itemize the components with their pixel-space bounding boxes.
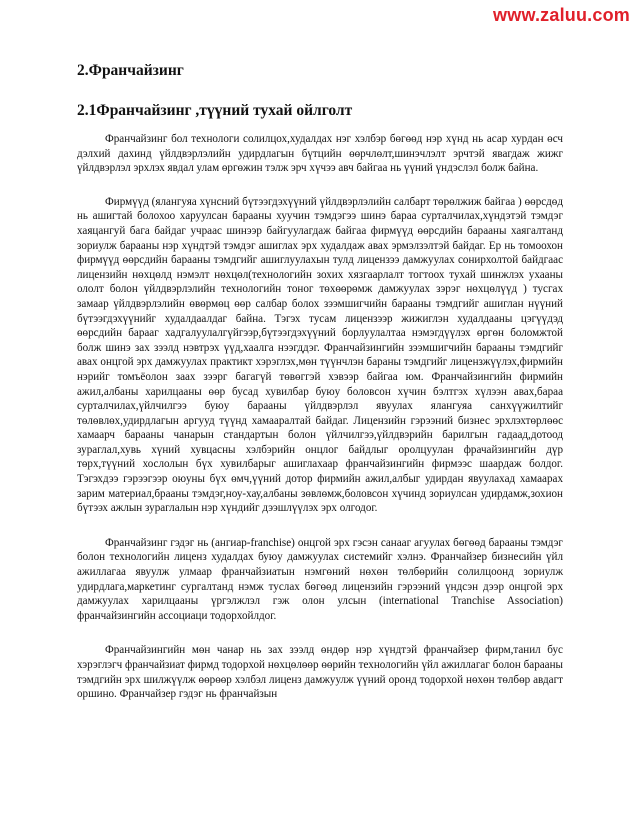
body-paragraph-4: Франчайзингийн мөн чанар нь зах зээлд өндөр нэр хүндтэй франчайзер фирм,танил бус хэрэглэгч франчайзиат фирмд тодорхой нөхцөлөөр өөрийн технологийн үйл ажиллагаг болон барааны тэмдгийн эрх шилжүүлж өөрөөр хэлбэл лиценз дамжуулж үүний оронд тодорхой нөхөн төлбөр авдагт оршино. Франчайзер гэдэг нь франчайзын	[77, 644, 563, 701]
subsection-heading: 2.1Франчайзинг ,түүний тухай ойлголт	[77, 102, 353, 119]
document-page	[77, 62, 563, 702]
body-paragraph-3: Франчайзинг гэдэг нь (ангиар-franchise) онцгой эрх гэсэн санааг агуулах бөгөөд барааны тэмдэг болон технологийн лиценз худалдах буюу дамжуулах системийг хэлнэ. Франчайзер бизнесийн үйл ажиллагаа явуулж улмаар франчайзиатын нэмгөний нөхөн төлбөрийн солилцоонд зориулж удирдлага,маркетинг сургалтанд нэмж туслах бөгөөд лицензийн гэрээний үндсэн дээр онцгой эрх дамжуулах харилцааны үргэлжлэл гэж олон улсын (international Tranchise Association) франчайзингийн ассоциаци тодорхойлдог.	[77, 536, 563, 622]
body-paragraph-2: Фирмүүд (ялангуяа хүнсний бүтээгдэхүүний үйлдвэрлэлийн салбарт төрөлжиж байгаа ) өөрсдөд нь ашигтай болохоо харуулсан барааны хуучин тэмдэгээ шинэ бараа сурталчилах,хүндэтэй тэмдэг хаяцангуй бага байдаг учраас шинээр байгуулагдаж байгаа фирмүүд өөрсдийн барааны хаягалтанд зориулж барааны нэр хүндтэй тэмдэг ашиглах эрх худалдаж авах эрмэлзэлтэй байдаг. Ер нь томоохон фирмүүд өөрсдийн барааны тэмдгийг ашиглуулахын тулд лицензээ дамжуулах сонирхолтой байдгаас лицензийн нөхцөлд нэмэлт нөхцөл(технологийн зохих хязгаарлалт тогтоох тухай шинжлэх ухааны ололт болон үйлдвэрлэлийн технологийн тоног төхөөрөмж дамжуулах зэрэг нөхцөлүүд ) тусгах замаар үйлдвэрлэлийн өвөрмөц өөр салбар болох зээмшигчийн барааны тэмдгийг ашиглан нүүний бүтээгдэхүүнийг худалдаалдаг байна. Тэгэх тусам лицензээр жижиглэн худалдааны цэгүүдэд өөрсдийн барааг хадгалуулалгүйгээр,бүтээгдэхүүний борлуулалтаа нэмэгдүүлэх өргөн боломжтой болж шинэ зах зээлд нэвтрэх үүд,хаалга нээгддэг. Франчайзингийн зээмшигчийн барааны тэмдгийг авах онцгой эрх дамжуулах практикт хэрэглэх,мөн түүнчлэн бараны тэмдгийг лицензжүүлэх,фирмийн нэрийг томъёолон заах зээрг багагүй төвөггэй хэвээр байгаа юм. Франчайзингийн фирмийн ажил,албаны харилцааны өөр бусад хувилбар буюу боловсон хүчин бэлтгэх хүлээн авах,бараа сурталчилах,үйлчилгээ буюу барааны үйлдвэрлэл явуулах ялангуяа санхүүжилтийг төлөвлөх,удирдлагын аргууд түүнд хамааралтай байдаг. Лицензийн гэрээний бизнес эрхлэхтөрлөөс хамаарч барааны чанарын стандартын болон үйлчилгээ,үйлдвэрийн барилгын гадаад,дотоод зураглал,хувь хүний хувцасны хэлбэрийн онцлог байдлыг оролцуулан фрачайзингийн дүр төрх,түүний хослолын бүх хувилбарыг ашиглахаар франчайзингийн фирмээс шаардаж болдог. Тэгэхдээ гэрээгээр оюуны бүх өмч,үүний дотор фирмийн ажил,албыг удирдан явуулахад хамаарах зарим материал,брааны тэмдэг,ноу-хау,албаны зөвлөмж,боловсон хүчинд зориулсан удирдамж,зохион бүтээх ажлын зураглалын нэр хүндийг дээшлүүлэх эрх олгодог.	[77, 195, 563, 515]
section-heading: 2.Франчайзинг	[77, 62, 184, 79]
watermark-text: www.zaluu.com	[493, 5, 630, 25]
body-paragraph-1: Франчайзинг бол технологи солилцох,худалдах нэг хэлбэр бөгөөд нэр хүнд нь асар хурдан өсч дэлхий дахинд үйлдвэрлэлийн удирдлагын бүтцийн өөрчлөлт,шинэчлэлт эрчтэй явагдаж жижг үйлдвэрлэл эрхлэх явдал улам өргөжин тэлж эрч хүчээ авч байгаа нь үүний үндэслэл болж байна.	[77, 133, 563, 175]
